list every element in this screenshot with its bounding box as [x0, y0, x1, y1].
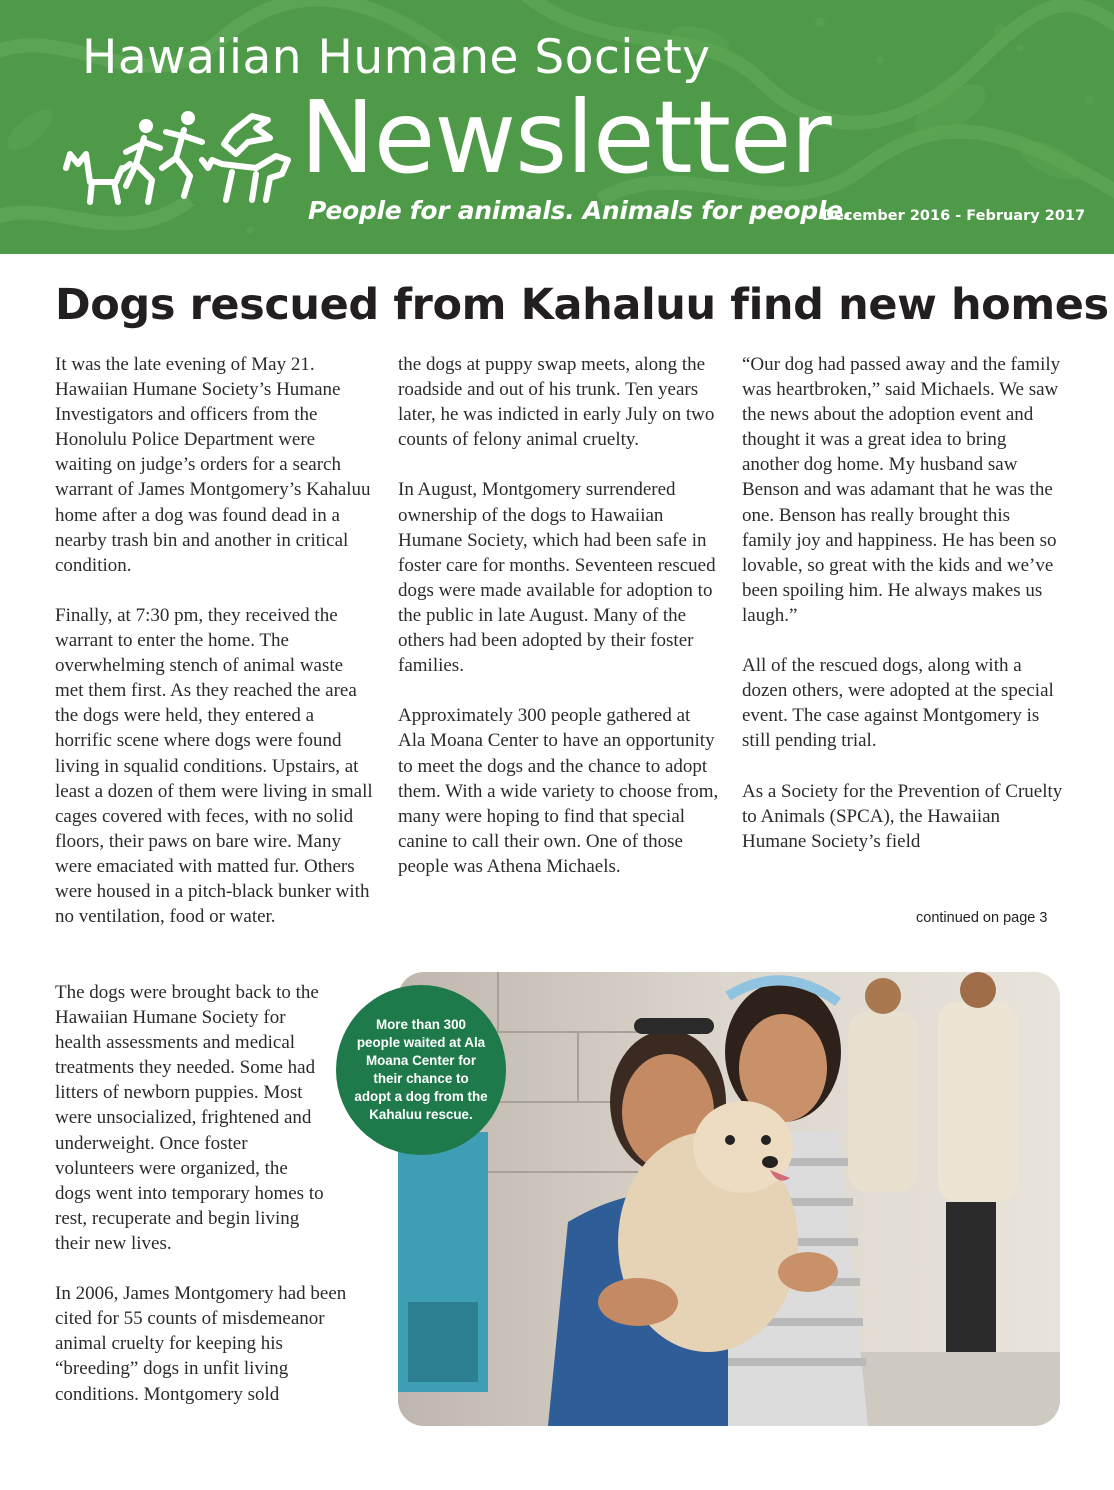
paragraph: Finally, at 7:30 pm, they received the warrant to enter the home. The overwhelming stench of animal waste met them first. As they reached the area the dogs were held, they entered a horrific scene where dogs were found living in squalid conditions. Upstairs, at least a dozen of them were living in small cages covered with feces, with no solid floors, their paws on bare wire. Many were emaciated with matted fur. Others were housed in a pitch-black bunker with no ventilation, food or water. — [55, 604, 373, 928]
paragraph: In August, Montgomery surrendered ownership of the dogs to Hawaiian Humane Society, which had been safe in foster care for months. Seventeen rescued dogs were made available for adoption to the public in late August. Many of the others had been adopted by their foster families. — [398, 479, 716, 677]
issue-date: December 2016 - February 2017 — [822, 208, 1086, 224]
tagline: People for animals. Animals for people. — [308, 196, 852, 225]
paragraph: As a Society for the Prevention of Cruelty to Animals (SPCA), the Hawaiian Humane Society’s field — [742, 780, 1063, 852]
paragraph: “Our dog had passed away and the family was heartbroken,” said Michaels. We saw the news about the adoption event and thought it was a great idea to bring another dog home. My husband saw Benson and was adamant that he was the one. Benson has really brought this family joy and happiness. He has been so lovable, so great with the kids and we’ve been spoiling him. He always makes us laugh.” — [742, 354, 1061, 626]
paragraph: Approximately 300 people gathered at Ala Moana Center to have an opportunity to meet the dogs and the chance to adopt them. With a wide variety to choose from, many were hoping to find that special canine to call their own. One of those people was Athena Michaels. — [398, 705, 719, 877]
newsletter-title: Newsletter — [300, 79, 831, 196]
paragraph: the dogs at puppy swap meets, along the roadside and out of his trunk. Ten years later, he was indicted in early July on two counts of felony animal cruelty. — [398, 354, 715, 451]
article-column-2 — [398, 352, 720, 904]
photo-callout-badge — [336, 985, 506, 1155]
article-column-1 — [55, 352, 373, 954]
people-animals-logo-icon — [56, 98, 296, 218]
masthead — [0, 0, 1114, 254]
organization-name: Hawaiian Humane Society — [82, 30, 711, 85]
paragraph: All of the rescued dogs, along with a dozen others, were adopted at the special event. The case against Montgomery is still pending trial. — [742, 655, 1054, 752]
paragraph: It was the late evening of May 21. Hawaiian Humane Society’s Humane Investigators and officers from the Honolulu Police Department were waiting on judge’s orders for a search warrant of James Montgomery’s Kahaluu home after a dog was found dead in a nearby trash bin and another in critical condition. — [55, 354, 371, 576]
callout-text: More than 300 people waited at Ala Moana Center for their chance to adopt a dog from the Kahaluu rescue. — [354, 1017, 488, 1122]
paragraph: The dogs were brought back to the Hawaiian Humane Society for health assessments and medical treatments they needed. Some had litters of newborn puppies. Most were unsocialized, frightened and underweight. Once foster volunteers were organized, the dogs went into temporary homes to rest, recuperate and begin living their new lives. — [55, 982, 324, 1254]
paragraph: In 2006, James Montgomery had been cited for 55 counts of misdemeanor animal cruelty for keeping his “breeding” dogs in unfit living conditions. Montgomery sold — [55, 1283, 347, 1405]
continued-note: continued on page 3 — [916, 910, 1048, 926]
article-column-3 — [742, 352, 1064, 879]
article-headline: Dogs rescued from Kahaluu find new homes — [55, 280, 1109, 330]
article-column-1-continued — [55, 980, 375, 1432]
